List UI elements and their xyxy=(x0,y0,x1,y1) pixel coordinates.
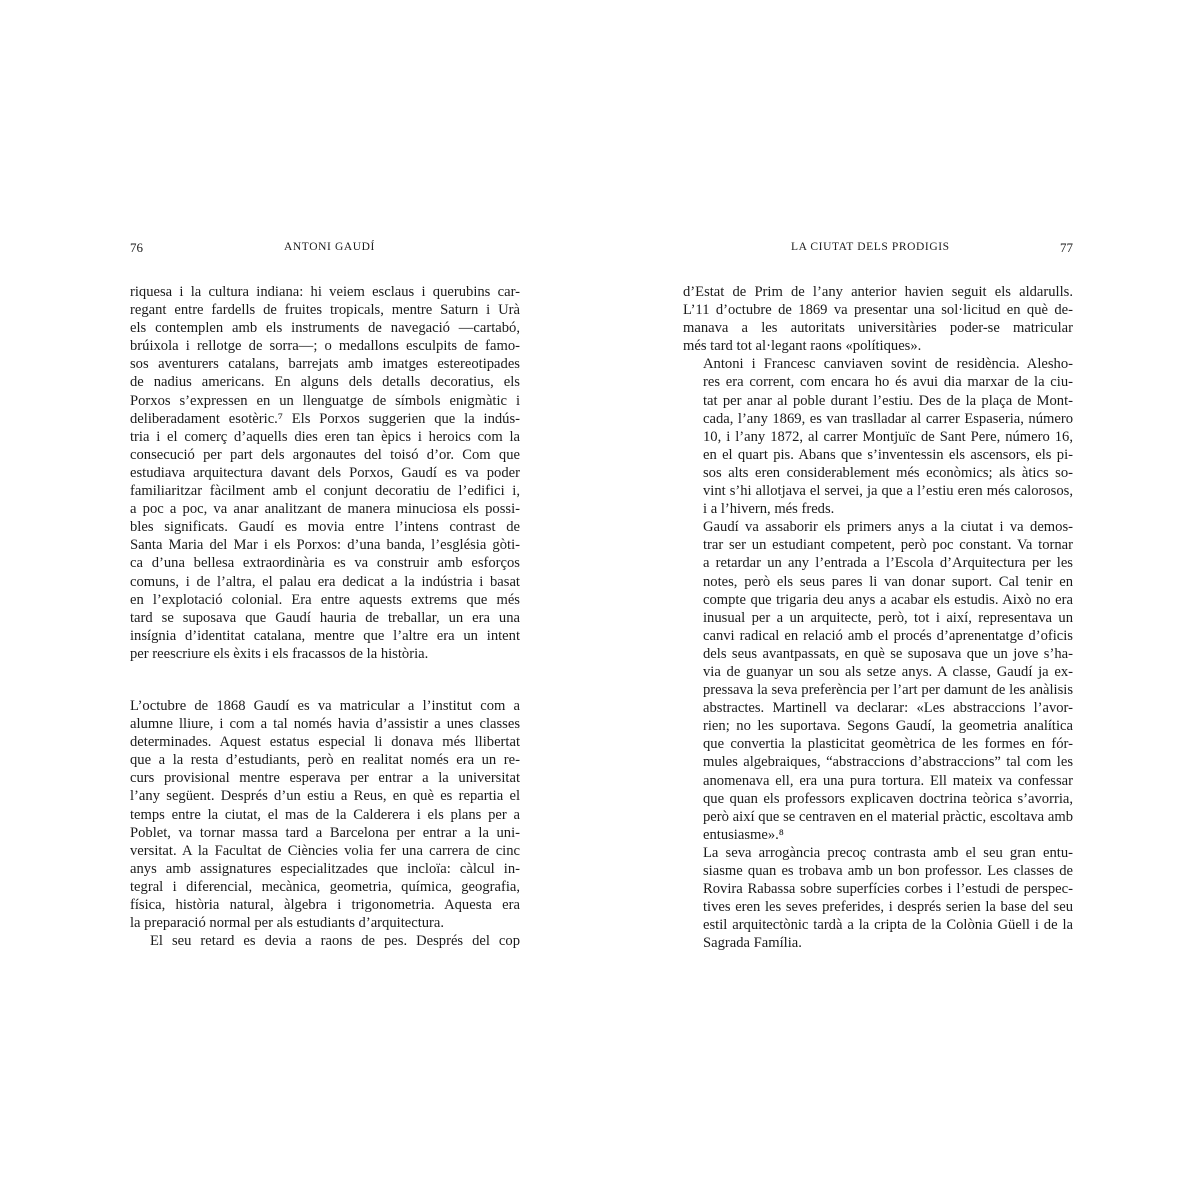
text-line: L’octubre de 1868 Gaudí es va matricular a l’institut com a xyxy=(130,697,520,714)
text-line: Antoni i Francesc canviaven sovint de residència. Alesho- xyxy=(703,356,1073,373)
text-line: Porxos s’expressen en un llenguatge de símbols enigmàtic i xyxy=(130,392,520,409)
text-line: que quan els professors explicaven doctrina teòrica s’avorria, xyxy=(703,790,1073,807)
text-line: cada, l’any 1869, es van traslladar al carrer Espaseria, número xyxy=(703,410,1073,427)
text-line: tat per anar al poble durant l’estiu. Des de la plaça de Mont- xyxy=(703,392,1073,409)
text-line: d’Estat de Prim de l’any anterior havien seguit els aldarulls. xyxy=(683,284,1073,300)
text-line: inusual per a un arquitecte, però, tot i així, representava un xyxy=(703,609,1073,626)
text-line: i a l’hivern, més freds. xyxy=(703,501,835,518)
text-line: via de guanyar un sou als setze anys. A classe, Gaudí ja ex- xyxy=(703,663,1073,680)
text-line: bles significats. Gaudí es movia entre l’intens contrast de xyxy=(130,519,520,536)
text-line: versitat. A la Facultat de Ciències volia fer una carrera de cinc xyxy=(130,842,520,859)
text-line: compte que trigaria deu anys a acabar els estudis. Això no era xyxy=(703,591,1073,608)
text-line: trar ser un estudiant competent, però poc constant. Va tornar xyxy=(703,537,1073,554)
text-line: tard se suposava que Gaudí hauria de treballar, un era una xyxy=(130,609,520,626)
text-line: dels seus avantpassats, en què se suposava que un jove s’ha- xyxy=(703,645,1073,662)
text-line: 10, i l’any 1872, al carrer Montjuïc de Sant Pere, número 16, xyxy=(703,428,1073,445)
text-line: abstractes. Martinell va declarar: «Les abstraccions l’avor- xyxy=(703,700,1073,717)
text-line: entusiasme».⁸ xyxy=(703,826,784,843)
text-line: sos aventurers catalans, barrejats amb imatges estereotipades xyxy=(130,356,520,373)
text-line: vint s’hi allotjava el servei, ja que a l’estiu eren més calorosos, xyxy=(703,483,1073,500)
text-line: ca d’una bellesa extraordinària es va construir amb esforços xyxy=(130,555,520,572)
text-line: notes, però els seus pares li van donar suport. Cal tenir en xyxy=(703,573,1073,590)
text-line: en el quart pis. Abans que s’inventessin els ascensors, els pi- xyxy=(703,446,1073,463)
text-line: estil arquitectònic tardà a la cripta de la Colònia Güell i de la xyxy=(703,917,1073,934)
text-line: física, història natural, àlgebra i trigonometria. Aquesta era xyxy=(130,897,520,913)
text-line: l’any següent. Després d’un estiu a Reus, en què es repartia el xyxy=(130,788,520,805)
text-line: anomenava ell, era una pura tortura. Ell mateix va confessar xyxy=(703,772,1073,789)
text-line: Poblet, va tornar massa tard a Barcelona per entrar a la uni- xyxy=(130,824,520,841)
running-head-title-right: LA CIUTAT DELS PRODIGIS xyxy=(791,241,950,253)
text-line: mules algebraiques, “abstraccions d’abstraccions” tal com les xyxy=(703,754,1073,771)
text-line: El seu retard es devia a raons de pes. Després del cop xyxy=(150,933,520,950)
text-line: pressava la seva preferència per l’art per damunt de les anàlisis xyxy=(703,682,1073,699)
text-line: alumne lliure, i com a tal només havia d’assistir a unes classes xyxy=(130,716,520,733)
text-line: a poc a poc, va anar analitzant de manera minuciosa els possi- xyxy=(130,501,520,518)
text-line: estudiava arquitectura davant dels Porxos, Gaudí es va poder xyxy=(130,464,520,481)
left-page-text xyxy=(130,283,520,950)
text-line: la preparació normal per als estudiants d’arquitectura. xyxy=(130,915,445,932)
running-head-right xyxy=(683,240,1073,262)
right-page-text xyxy=(683,283,1073,952)
text-line: canvi radical en relació amb el procés d’aprenentatge d’oficis xyxy=(703,627,1073,644)
text-line: Gaudí va assaborir els primers anys a la ciutat i va demos- xyxy=(703,519,1073,536)
text-line: sos alts eren considerablement més econòmics; als àtics so- xyxy=(703,464,1073,481)
text-line: Sagrada Família. xyxy=(703,935,802,952)
text-line: La seva arrogància precoç contrasta amb el seu gran entu- xyxy=(703,844,1073,861)
paragraph xyxy=(130,697,520,932)
text-line: que a la resta d’estudiants, però en realitat només era un re- xyxy=(130,752,520,769)
running-head-left xyxy=(130,240,520,262)
text-line: per reescriure els èxits i els fracassos de la història. xyxy=(130,645,429,662)
paragraph xyxy=(683,283,1073,355)
text-line: tegral i diferencial, mecànica, geometria, química, geografia, xyxy=(130,878,520,895)
text-line: tria i el comerç d’aquells dies eren tan èpics i heroics com la xyxy=(130,428,520,445)
text-line: Rovira Rabassa sobre superfícies corbes i l’estudi de perspec- xyxy=(703,881,1073,898)
text-line: regant entre fardells de fruites tropicals, mentre Saturn i Urà xyxy=(130,302,520,319)
text-line: curs provisional mentre esperava per entrar a la universitat xyxy=(130,770,520,787)
running-head-title-left: ANTONI GAUDÍ xyxy=(284,241,375,253)
text-line: que convertia la plasticitat geomètrica de les formes en fór- xyxy=(703,736,1073,753)
text-line: consecució per part dels argonautes del toisó d’or. Com que xyxy=(130,446,520,463)
text-line: els contemplen amb els instruments de navegació —cartabó, xyxy=(130,320,520,337)
right-page xyxy=(683,240,1073,952)
text-line: en l’explotació colonial. Era entre aquests extrems que més xyxy=(130,591,520,608)
page-number-right: 77 xyxy=(1060,240,1073,255)
text-line: siasme quan es trobava amb un bon professor. Les classes de xyxy=(703,863,1073,879)
text-line: riquesa i la cultura indiana: hi veiem esclaus i querubins car- xyxy=(130,284,520,300)
text-line: més tard tot al·legant raons «polítiques». xyxy=(683,338,922,355)
text-line: rien; no les suportava. Segons Gaudí, la geometria analítica xyxy=(703,718,1073,735)
text-line: determinades. Aquest estatus especial li donava més llibertat xyxy=(130,734,520,751)
paragraph xyxy=(683,844,1073,953)
text-line: manava a les autoritats universitàries poder-se matricular xyxy=(683,320,1073,337)
text-line: comuns, i de l’altra, el palau era dedicat a la indústria i basat xyxy=(130,573,520,590)
page-number-left: 76 xyxy=(130,240,143,255)
text-line: tives eren les seves preferides, i després serien la base del seu xyxy=(703,899,1073,916)
text-line: familiaritzar fàcilment amb el conjunt decoratiu de l’edifici i, xyxy=(130,483,520,500)
text-line: insígnia d’identitat catalana, mentre que l’altre era un intent xyxy=(130,627,520,644)
paragraph xyxy=(683,518,1073,844)
text-line: temps entre la ciutat, el mas de la Calderera i els plans per a xyxy=(130,806,520,823)
paragraph xyxy=(130,932,520,950)
text-line: brúixola i rellotge de sorra—; o medallons esculpits de famo- xyxy=(130,338,520,355)
text-line: a retardar un any l’entrada a l’Escola d’Arquitectura per les xyxy=(703,555,1073,572)
text-line: anys amb assignatures especialitzades que incloïa: càlcul in- xyxy=(130,860,520,877)
text-line: deliberadament esotèric.⁷ Els Porxos suggerien que la indús- xyxy=(130,410,520,427)
paragraph xyxy=(130,283,520,663)
text-line: però així que se centraven en el material pràctic, escoltava amb xyxy=(703,808,1073,825)
text-line: L’11 d’octubre de 1869 va presentar una sol·licitud en què de- xyxy=(683,302,1073,319)
left-page xyxy=(130,240,520,950)
paragraph xyxy=(683,355,1073,518)
text-line: res era corrent, com encara ho és avui dia marxar de la ciu- xyxy=(703,374,1073,391)
text-line: de nadius americans. En alguns dels detalls decoratius, els xyxy=(130,374,520,391)
text-line: Santa Maria del Mar i els Porxos: d’una banda, l’església gòti- xyxy=(130,537,520,554)
